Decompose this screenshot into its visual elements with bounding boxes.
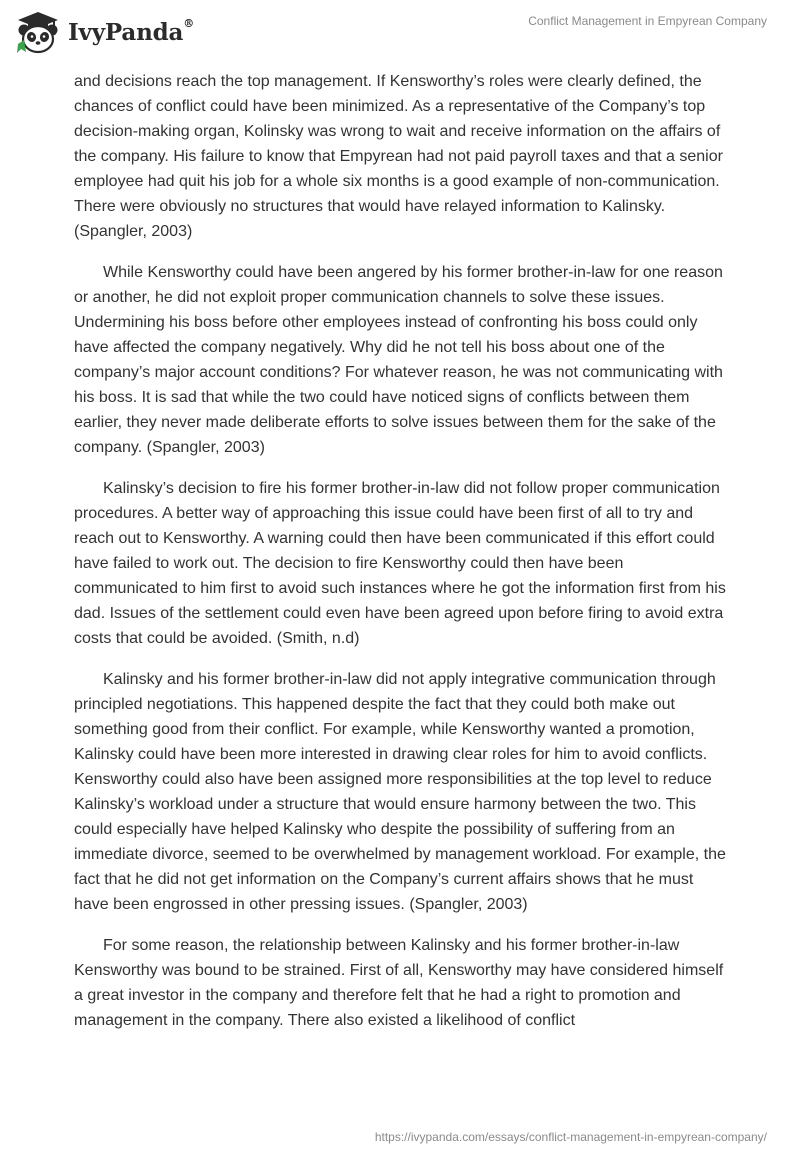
paragraph: Kalinsky and his former brother-in-law did not apply integrative communication through principled negotiations. This happened despite the fact that they could both make out something good from their conflict. For example, while Kensworthy wanted a promotion, Kalinsky could have been more interested in drawing clear roles for him to avoid conflicts. Kensworthy could also have been assigned more responsibilities at the top level to reduce Kalinsky’s workload under a structure that would ensure harmony between the two. This could especially have helped Kalinsky who despite the possibility of suffering from an immediate divorce, seemed to be overwhelmed by management workload. For example, the fact that he did not get information on the Company’s current affairs shows that he must have been engrossed in other pressing issues. (Spangler, 2003)	[74, 671, 726, 913]
page-header	[0, 0, 800, 64]
paragraph: Kalinsky’s decision to fire his former brother-in-law did not follow proper communication procedures. A better way of approaching this issue could have been first of all to try and reach out to Kensworthy. A warning could then have been communicated if this effort could have failed to work out. The decision to fire Kensworthy could then have been communicated to him first to avoid such instances where he got the information first from his dad. Issues of the settlement could even have been agreed upon before firing to avoid extra costs that could be avoided. (Smith, n.d)	[74, 480, 726, 647]
paragraph: While Kensworthy could have been angered by his former brother-in-law for one reason or another, he did not exploit proper communication channels to solve these issues. Undermining his boss before other employees instead of confronting his boss could only have affected the company negatively. Why did he not tell his boss about one of the company’s major account conditions? For whatever reason, he was not communicating with his boss. It is sad that while the two could have noticed signs of conflicts between them earlier, they never made deliberate efforts to solve issues between them for the sake of the company. (Spangler, 2003)	[74, 264, 723, 456]
paragraph: and decisions reach the top management. If Kensworthy’s roles were clearly defined, the chances of conflict could have been minimized. As a representative of the Company’s top decision-making organ, Kolinsky was wrong to wait and receive information on the affairs of the company. His failure to know that Empyrean had not paid payroll taxes and that a senior employee had quit his job for a whole six months is a good example of non-communication. There were obviously no structures that would have relayed information to Kalinsky. (Spangler, 2003)	[74, 73, 723, 240]
brand-name: IvyPanda®	[68, 16, 194, 46]
document-title: Conflict Management in Empyrean Company	[528, 14, 767, 28]
registered-mark: ®	[183, 16, 194, 30]
panda-mascot-icon	[14, 10, 62, 54]
paragraph: For some reason, the relationship between Kalinsky and his former brother-in-law Kensworthy was bound to be strained. First of all, Kensworthy may have considered himself a great investor in the company and therefore felt that he had a right to promotion and management in the company. There also existed a likelihood of conflict	[74, 937, 724, 1029]
brand-logo[interactable]	[14, 10, 194, 54]
essay-body	[74, 69, 729, 1049]
source-url[interactable]: https://ivypanda.com/essays/conflict-management-in-empyrean-company/	[374, 1130, 767, 1144]
